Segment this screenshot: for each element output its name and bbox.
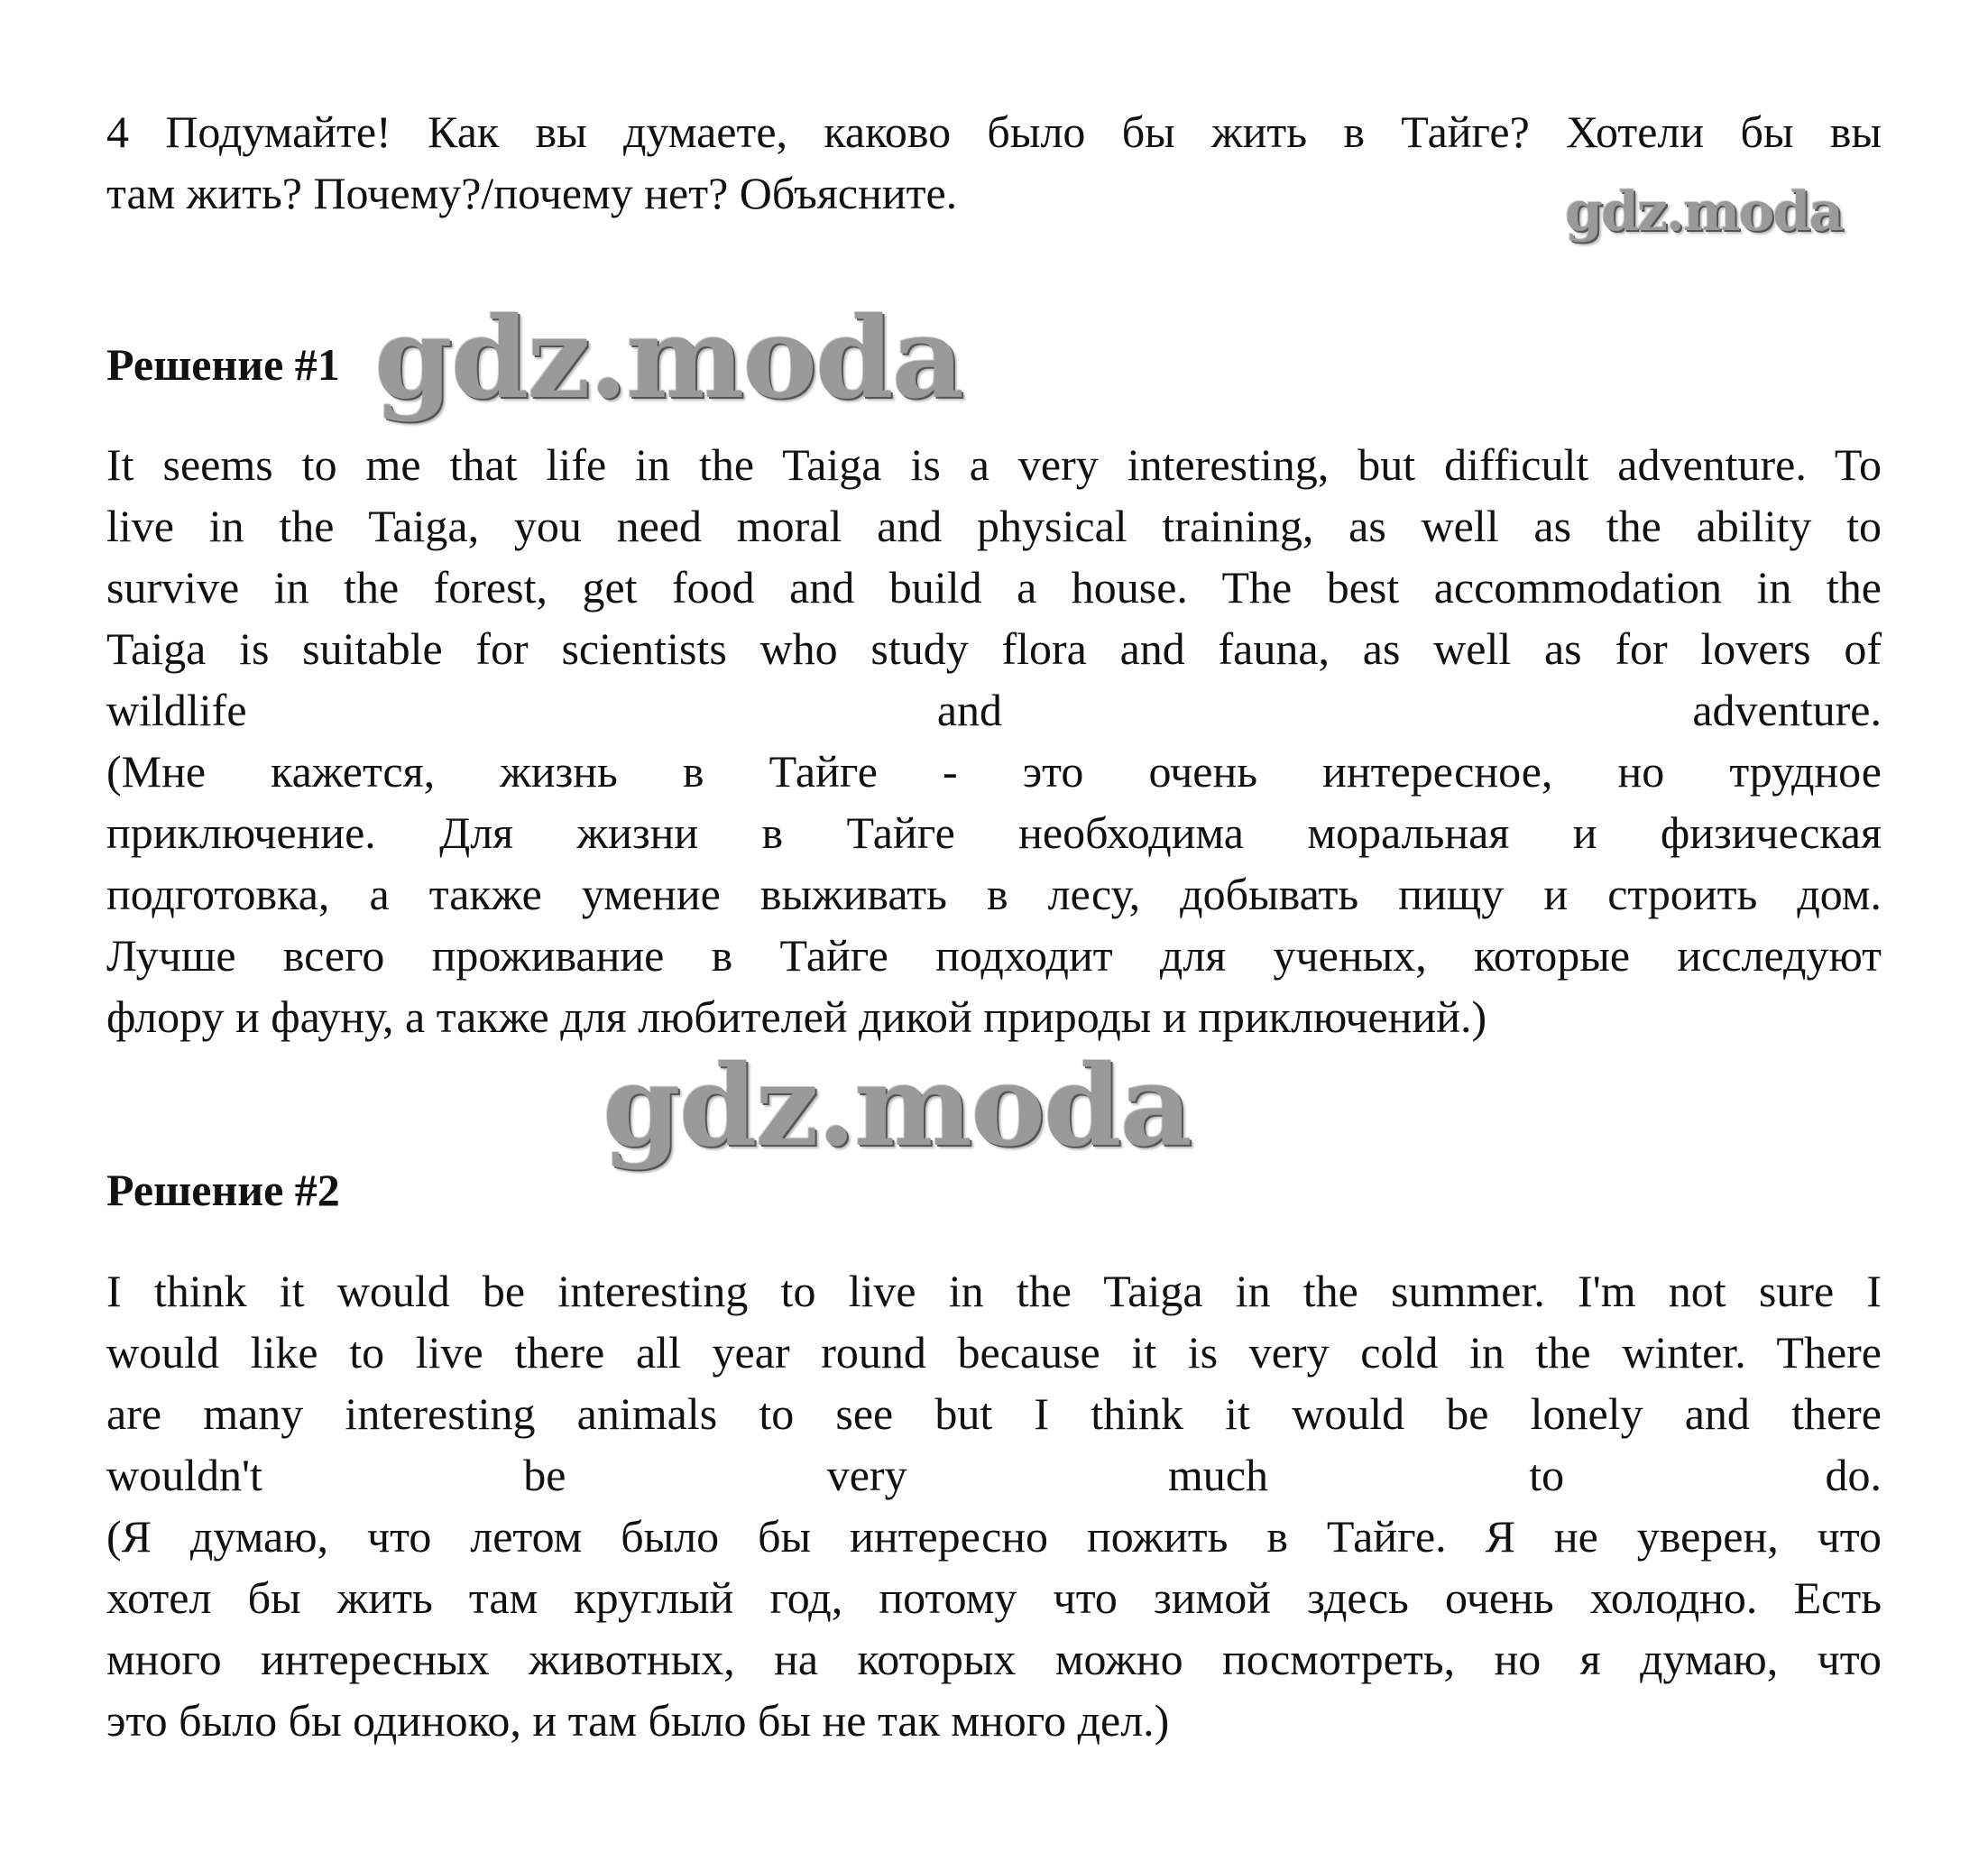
solution-1-line: Taiga is suitable for scientists who study flora and fauna, as well as for lovers of — [106, 623, 1882, 674]
solution-1-text — [106, 434, 1882, 1047]
task-line: 4 Подумайте! Как вы думаете, каково было бы жить в Тайге? Хотели бы вы — [106, 106, 1882, 157]
solution-1-line: live in the Taiga, you need moral and physical training, as well as the ability to — [106, 501, 1882, 551]
solution-2-line: I think it would be interesting to live in the Taiga in the summer. I'm not sure I — [106, 1266, 1882, 1316]
solution-1-line: флору и фауну, а также для любителей дикой природы и приключений.) — [106, 991, 1487, 1042]
solution-1-line: wildlife and adventure. — [106, 685, 1882, 735]
solution-1-line: It seems to me that life in the Taiga is a very interesting, but difficult adventure. To — [106, 439, 1882, 490]
solution-1-line: Лучше всего проживание в Тайге подходит для ученых, которые исследуют — [106, 930, 1882, 981]
watermark-logo: gdz.moda — [1565, 180, 1843, 244]
solution-2-line: wouldn't be very much to do. — [106, 1450, 1882, 1500]
solution-1-heading: Решение #1 — [106, 339, 340, 390]
solution-2-line: много интересных животных, на которых можно посмотреть, но я думаю, что — [106, 1634, 1882, 1684]
solution-1-line: подготовка, а также умение выживать в лесу, добывать пищу и строить дом. — [106, 869, 1882, 919]
solution-2-line: are many interesting animals to see but I think it would be lonely and there — [106, 1388, 1882, 1439]
solution-2-line: это было бы одиноко, и там было бы не так много дел.) — [106, 1695, 1170, 1746]
solution-2-line: хотел бы жить там круглый год, потому что зимой здесь очень холодно. Есть — [106, 1572, 1882, 1623]
solution-1-line: (Мне кажется, жизнь в Тайге - это очень интересное, но трудное — [106, 746, 1882, 797]
solution-2-heading: Решение #2 — [106, 1165, 340, 1215]
watermark-logo: gdz.moda — [603, 1041, 1191, 1172]
solution-1-line: survive in the forest, get food and build a house. The best accommodation in the — [106, 562, 1882, 613]
task-line: там жить? Почему?/почему нет? Объясните. — [106, 168, 958, 218]
solution-2-line: (Я думаю, что летом было бы интересно пожить в Тайге. Я не уверен, что — [106, 1511, 1882, 1562]
solution-2-line: would like to live there all year round because it is very cold in the winter. There — [106, 1327, 1882, 1378]
watermark-logo: gdz.moda — [374, 293, 962, 424]
solution-2-text — [106, 1260, 1882, 1751]
solution-1-line: приключение. Для жизни в Тайге необходима моральная и физическая — [106, 807, 1882, 858]
